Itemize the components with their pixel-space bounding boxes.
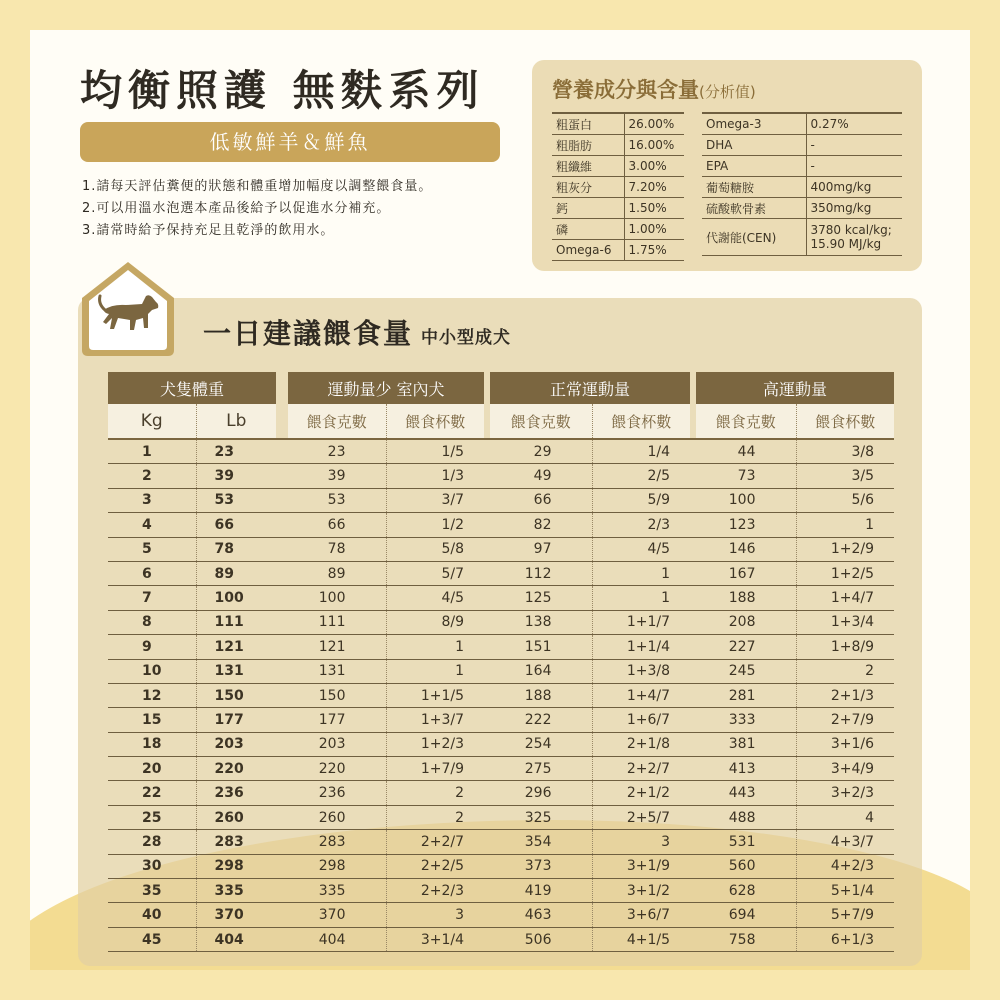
- cell-high-cups: 3+2/3: [796, 781, 894, 805]
- cell-high-grams: 531: [696, 830, 796, 854]
- nutrient-value: 16.00%: [624, 135, 684, 156]
- cell-high-grams: 443: [696, 781, 796, 805]
- nutrient-value: 3.00%: [624, 156, 684, 177]
- cell-low-cups: 5/7: [386, 561, 484, 585]
- cell-weight-lb: 335: [196, 879, 276, 903]
- cell-high-grams: 100: [696, 488, 796, 512]
- nutrition-table-left: [552, 112, 684, 261]
- cell-normal-grams: 112: [490, 561, 592, 585]
- cell-weight-lb: 203: [196, 732, 276, 756]
- cell-weight-lb: 100: [196, 586, 276, 610]
- note-item: 2.可以用溫水泡選本產品後給予以促進水分補充。: [82, 201, 391, 216]
- cell-high-cups: 1+2/5: [796, 561, 894, 585]
- cell-weight-kg: 30: [108, 854, 196, 878]
- cell-normal-grams: 254: [490, 732, 592, 756]
- table-row: [108, 708, 894, 732]
- cell-weight-kg: 45: [108, 927, 196, 951]
- cell-normal-grams: 188: [490, 683, 592, 707]
- cell-normal-cups: 3+1/2: [592, 879, 690, 903]
- cell-low-cups: 3/7: [386, 488, 484, 512]
- table-row: [108, 586, 894, 610]
- cell-low-cups: 3+1/4: [386, 927, 484, 951]
- cell-weight-lb: 89: [196, 561, 276, 585]
- cell-normal-grams: 506: [490, 927, 592, 951]
- cell-weight-kg: 8: [108, 610, 196, 634]
- cell-normal-cups: 5/9: [592, 488, 690, 512]
- cell-normal-cups: 3+1/9: [592, 854, 690, 878]
- cell-high-grams: 381: [696, 732, 796, 756]
- cell-weight-lb: 23: [196, 439, 276, 464]
- cell-high-cups: 4+3/7: [796, 830, 894, 854]
- column-header-cups: 餵食杯數: [592, 404, 690, 439]
- nutrient-name: EPA: [702, 156, 806, 177]
- cell-normal-cups: 1+1/7: [592, 610, 690, 634]
- cell-normal-cups: 2+2/7: [592, 757, 690, 781]
- column-header-grams: 餵食克數: [696, 404, 796, 439]
- table-row: [108, 732, 894, 756]
- cell-normal-cups: 4/5: [592, 537, 690, 561]
- cell-low-grams: 370: [288, 903, 386, 927]
- cell-high-cups: 2+1/3: [796, 683, 894, 707]
- cell-normal-grams: 296: [490, 781, 592, 805]
- table-row: [108, 488, 894, 512]
- cell-low-grams: 283: [288, 830, 386, 854]
- nutrition-row: [552, 156, 684, 177]
- cell-low-cups: 3: [386, 903, 484, 927]
- cell-high-grams: 560: [696, 854, 796, 878]
- cell-low-cups: 4/5: [386, 586, 484, 610]
- cell-high-grams: 146: [696, 537, 796, 561]
- cell-normal-cups: 3: [592, 830, 690, 854]
- cell-high-cups: 4: [796, 805, 894, 829]
- cell-low-cups: 1: [386, 635, 484, 659]
- cell-low-grams: 404: [288, 927, 386, 951]
- table-row: [108, 659, 894, 683]
- cell-normal-cups: 4+1/5: [592, 927, 690, 951]
- table-row: [108, 805, 894, 829]
- table-row: [108, 439, 894, 464]
- cell-low-grams: 131: [288, 659, 386, 683]
- cell-normal-grams: 66: [490, 488, 592, 512]
- cell-low-grams: 121: [288, 635, 386, 659]
- cell-high-cups: 4+2/3: [796, 854, 894, 878]
- cell-high-grams: 281: [696, 683, 796, 707]
- cell-weight-lb: 177: [196, 708, 276, 732]
- cell-high-grams: 208: [696, 610, 796, 634]
- cell-weight-kg: 22: [108, 781, 196, 805]
- cell-low-cups: 1/5: [386, 439, 484, 464]
- cell-weight-kg: 40: [108, 903, 196, 927]
- cell-high-grams: 44: [696, 439, 796, 464]
- nutrient-name: 粗灰分: [552, 177, 624, 198]
- cell-normal-cups: 1: [592, 561, 690, 585]
- cell-high-grams: 73: [696, 464, 796, 488]
- cell-low-cups: 8/9: [386, 610, 484, 634]
- cell-weight-lb: 131: [196, 659, 276, 683]
- cell-high-grams: 413: [696, 757, 796, 781]
- cell-weight-kg: 6: [108, 561, 196, 585]
- cell-high-grams: 628: [696, 879, 796, 903]
- cell-low-grams: 236: [288, 781, 386, 805]
- table-row: [108, 683, 894, 707]
- nutrient-value: 350mg/kg: [806, 198, 902, 219]
- feeding-table: [108, 372, 894, 952]
- cell-high-cups: 1+3/4: [796, 610, 894, 634]
- cell-low-cups: 1+1/5: [386, 683, 484, 707]
- cell-weight-lb: 78: [196, 537, 276, 561]
- cell-normal-cups: 2/5: [592, 464, 690, 488]
- group-header-normal-activity: 正常運動量: [490, 372, 690, 404]
- cell-normal-grams: 97: [490, 537, 592, 561]
- cell-weight-lb: 298: [196, 854, 276, 878]
- feeding-title: 一日建議餵食量 中小型成犬: [203, 317, 512, 350]
- cell-low-grams: 298: [288, 854, 386, 878]
- nutrition-row: [702, 156, 902, 177]
- cell-weight-kg: 28: [108, 830, 196, 854]
- nutrient-name: 粗纖維: [552, 156, 624, 177]
- table-row: [108, 464, 894, 488]
- cell-weight-lb: 111: [196, 610, 276, 634]
- cell-low-cups: 2+2/5: [386, 854, 484, 878]
- nutrition-row: [552, 113, 684, 135]
- column-header-grams: 餵食克數: [490, 404, 592, 439]
- cell-weight-kg: 5: [108, 537, 196, 561]
- nutrient-name: DHA: [702, 135, 806, 156]
- nutrition-row: [702, 135, 902, 156]
- product-subtitle-banner: 低敏鮮羊＆鮮魚: [80, 122, 500, 162]
- cell-normal-cups: 3+6/7: [592, 903, 690, 927]
- cell-high-cups: 5+7/9: [796, 903, 894, 927]
- cell-normal-grams: 125: [490, 586, 592, 610]
- cell-high-cups: 3/8: [796, 439, 894, 464]
- column-header-lb: Lb: [196, 404, 276, 439]
- cell-high-cups: 1+8/9: [796, 635, 894, 659]
- nutrient-value-line: 3780 kcal/kg;: [810, 223, 892, 237]
- nutrient-value: 26.00%: [624, 113, 684, 135]
- nutrient-name: Omega-3: [702, 113, 806, 135]
- cell-high-cups: 5/6: [796, 488, 894, 512]
- nutrient-value: -: [806, 156, 902, 177]
- cell-high-cups: 3+1/6: [796, 732, 894, 756]
- nutrient-value: 1.75%: [624, 240, 684, 261]
- feeding-notes: [82, 176, 432, 242]
- table-row: [108, 513, 894, 537]
- cell-high-cups: 1: [796, 513, 894, 537]
- cell-normal-cups: 2+1/2: [592, 781, 690, 805]
- table-row: [108, 879, 894, 903]
- cell-high-cups: 1+2/9: [796, 537, 894, 561]
- page-title: 均衡照護 無麩系列: [80, 66, 485, 115]
- cell-low-grams: 23: [288, 439, 386, 464]
- note-item: 1.請每天評估糞便的狀態和體重增加幅度以調整餵食量。: [82, 179, 433, 194]
- column-header-cups: 餵食杯數: [796, 404, 894, 439]
- cell-normal-grams: 222: [490, 708, 592, 732]
- cell-weight-kg: 20: [108, 757, 196, 781]
- cell-normal-cups: 2/3: [592, 513, 690, 537]
- nutrient-name: 硫酸軟骨素: [702, 198, 806, 219]
- feeding-subtitle: 中小型成犬: [421, 328, 512, 348]
- nutrient-value: 1.50%: [624, 198, 684, 219]
- nutrient-value: -: [806, 135, 902, 156]
- cell-weight-kg: 15: [108, 708, 196, 732]
- cell-high-grams: 245: [696, 659, 796, 683]
- cell-weight-kg: 4: [108, 513, 196, 537]
- cell-normal-cups: 1+6/7: [592, 708, 690, 732]
- cell-low-grams: 66: [288, 513, 386, 537]
- table-row: [108, 854, 894, 878]
- cell-high-grams: 167: [696, 561, 796, 585]
- cell-normal-cups: 1: [592, 586, 690, 610]
- cell-low-cups: 5/8: [386, 537, 484, 561]
- cell-low-cups: 1/3: [386, 464, 484, 488]
- nutrition-row: [552, 219, 684, 240]
- cell-low-cups: 1+2/3: [386, 732, 484, 756]
- cell-low-grams: 220: [288, 757, 386, 781]
- cell-low-grams: 100: [288, 586, 386, 610]
- cell-weight-lb: 150: [196, 683, 276, 707]
- table-row: [108, 561, 894, 585]
- cell-weight-lb: 39: [196, 464, 276, 488]
- cell-weight-kg: 18: [108, 732, 196, 756]
- cell-high-cups: 2+7/9: [796, 708, 894, 732]
- cell-normal-cups: 2+1/8: [592, 732, 690, 756]
- cell-weight-kg: 9: [108, 635, 196, 659]
- cell-high-cups: 6+1/3: [796, 927, 894, 951]
- cell-weight-kg: 12: [108, 683, 196, 707]
- nutrient-name: 粗脂肪: [552, 135, 624, 156]
- cell-normal-grams: 419: [490, 879, 592, 903]
- table-row: [108, 635, 894, 659]
- table-row: [108, 537, 894, 561]
- cell-low-grams: 89: [288, 561, 386, 585]
- cell-high-cups: 1+4/7: [796, 586, 894, 610]
- cell-weight-kg: 3: [108, 488, 196, 512]
- cell-normal-cups: 1+4/7: [592, 683, 690, 707]
- cell-low-cups: 2: [386, 805, 484, 829]
- cell-weight-lb: 404: [196, 927, 276, 951]
- cell-normal-grams: 275: [490, 757, 592, 781]
- cell-weight-lb: 66: [196, 513, 276, 537]
- cell-high-grams: 694: [696, 903, 796, 927]
- table-row: [108, 757, 894, 781]
- group-header-weight: 犬隻體重: [108, 372, 276, 404]
- cell-normal-cups: 2+5/7: [592, 805, 690, 829]
- column-header-grams: 餵食克數: [288, 404, 386, 439]
- cell-normal-grams: 164: [490, 659, 592, 683]
- nutrition-title-note: (分析值): [699, 83, 756, 101]
- nutrient-name: 磷: [552, 219, 624, 240]
- cell-low-grams: 260: [288, 805, 386, 829]
- cell-weight-lb: 260: [196, 805, 276, 829]
- cell-high-cups: 5+1/4: [796, 879, 894, 903]
- cell-weight-lb: 370: [196, 903, 276, 927]
- cell-low-cups: 2: [386, 781, 484, 805]
- cell-low-grams: 39: [288, 464, 386, 488]
- nutrient-value: 400mg/kg: [806, 177, 902, 198]
- cell-normal-cups: 1+3/8: [592, 659, 690, 683]
- cell-normal-grams: 138: [490, 610, 592, 634]
- table-row: [108, 610, 894, 634]
- group-header-high-activity: 高運動量: [696, 372, 894, 404]
- cell-weight-kg: 35: [108, 879, 196, 903]
- table-row: [108, 781, 894, 805]
- cell-low-grams: 53: [288, 488, 386, 512]
- cell-weight-kg: 7: [108, 586, 196, 610]
- cell-normal-grams: 463: [490, 903, 592, 927]
- cell-low-cups: 1+7/9: [386, 757, 484, 781]
- cell-low-grams: 177: [288, 708, 386, 732]
- table-row: [108, 830, 894, 854]
- nutrient-name: 粗蛋白: [552, 113, 624, 135]
- cell-high-grams: 123: [696, 513, 796, 537]
- cell-low-grams: 150: [288, 683, 386, 707]
- column-header-kg: Kg: [108, 404, 196, 439]
- nutrition-table-right: [702, 112, 902, 256]
- nutrient-value: 7.20%: [624, 177, 684, 198]
- cell-high-grams: 188: [696, 586, 796, 610]
- nutrient-value: 0.27%: [806, 113, 902, 135]
- cell-high-cups: 3/5: [796, 464, 894, 488]
- column-header-cups: 餵食杯數: [386, 404, 484, 439]
- cell-normal-grams: 29: [490, 439, 592, 464]
- cell-low-cups: 1: [386, 659, 484, 683]
- group-header-low-activity: 運動量少 室內犬: [288, 372, 484, 404]
- table-row: [108, 903, 894, 927]
- cell-normal-grams: 49: [490, 464, 592, 488]
- cell-normal-grams: 354: [490, 830, 592, 854]
- nutrition-row: [702, 198, 902, 219]
- cell-low-cups: 2+2/7: [386, 830, 484, 854]
- dog-walking-icon: [78, 258, 178, 358]
- cell-weight-kg: 10: [108, 659, 196, 683]
- cell-normal-grams: 151: [490, 635, 592, 659]
- cell-weight-lb: 283: [196, 830, 276, 854]
- cell-low-grams: 335: [288, 879, 386, 903]
- nutrient-name: 鈣: [552, 198, 624, 219]
- nutrient-name: 葡萄糖胺: [702, 177, 806, 198]
- cell-weight-kg: 1: [108, 439, 196, 464]
- cell-high-cups: 3+4/9: [796, 757, 894, 781]
- nutrient-name: 代謝能(CEN): [702, 219, 806, 256]
- cell-normal-cups: 1/4: [592, 439, 690, 464]
- cell-normal-grams: 82: [490, 513, 592, 537]
- cell-normal-grams: 373: [490, 854, 592, 878]
- cell-weight-lb: 53: [196, 488, 276, 512]
- cell-weight-lb: 121: [196, 635, 276, 659]
- cell-low-cups: 1/2: [386, 513, 484, 537]
- cell-high-cups: 2: [796, 659, 894, 683]
- nutrient-name: Omega-6: [552, 240, 624, 261]
- cell-low-cups: 1+3/7: [386, 708, 484, 732]
- nutrition-row: [702, 219, 902, 256]
- cell-high-grams: 333: [696, 708, 796, 732]
- cell-low-grams: 203: [288, 732, 386, 756]
- cell-normal-grams: 325: [490, 805, 592, 829]
- nutrition-row: [552, 240, 684, 261]
- nutrition-row: [552, 135, 684, 156]
- nutrition-row: [552, 177, 684, 198]
- cell-high-grams: 227: [696, 635, 796, 659]
- nutrition-title: 營養成分與含量(分析值): [552, 78, 756, 102]
- cell-weight-lb: 220: [196, 757, 276, 781]
- nutrient-value-line: 15.90 MJ/kg: [810, 237, 882, 251]
- cell-weight-kg: 2: [108, 464, 196, 488]
- cell-low-grams: 78: [288, 537, 386, 561]
- cell-low-cups: 2+2/3: [386, 879, 484, 903]
- cell-weight-lb: 236: [196, 781, 276, 805]
- nutrient-value: 1.00%: [624, 219, 684, 240]
- cell-weight-kg: 25: [108, 805, 196, 829]
- cell-high-grams: 758: [696, 927, 796, 951]
- nutrition-row: [552, 198, 684, 219]
- cell-low-grams: 111: [288, 610, 386, 634]
- cell-normal-cups: 1+1/4: [592, 635, 690, 659]
- nutrition-row: [702, 177, 902, 198]
- cell-high-grams: 488: [696, 805, 796, 829]
- table-row: [108, 927, 894, 951]
- nutrition-row: [702, 113, 902, 135]
- nutrient-value: [806, 219, 902, 256]
- note-item: 3.請常時給予保持充足且乾淨的飲用水。: [82, 223, 335, 238]
